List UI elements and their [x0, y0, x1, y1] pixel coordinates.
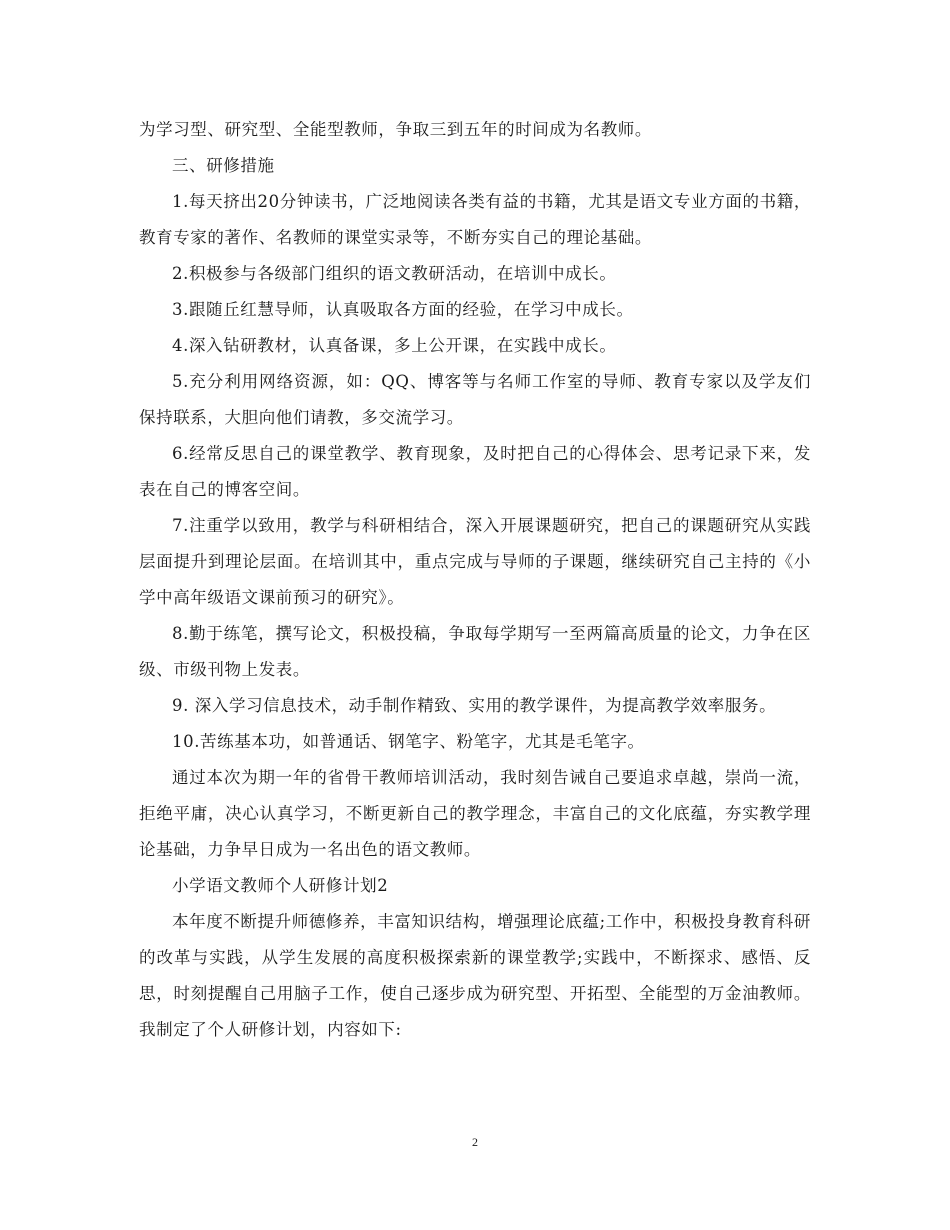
body-paragraph: 3.跟随丘红慧导师，认真吸取各方面的经验，在学习中成长。: [172, 300, 634, 319]
body-paragraph: 8.勤于练笔，撰写论文，积极投稿，争取每学期写一至两篇高质量的论文，力争在区级、市级刊物上发表。: [139, 624, 811, 679]
page-body: [139, 112, 811, 1048]
body-paragraph: 4.深入钻研教材，认真备课，多上公开课，在实践中成长。: [172, 336, 617, 355]
body-paragraph: 10.苦练基本功，如普通话、钢笔字、粉笔字，尤其是毛笔字。: [172, 732, 645, 751]
body-paragraph: 本年度不断提升师德修养，丰富知识结构，增强理论底蕴;工作中，积极投身教育科研的改革与实践，从学生发展的高度积极探索新的课堂教学;实践中，不断探求、感悟、反思，时刻提醒自己用脑子工作，使自己逐步成为研究型、开拓型、全能型的万金油教师。我制定了个人研修计划，内容如下:: [139, 912, 811, 1039]
body-paragraph: 9. 深入学习信息技术，动手制作精致、实用的教学课件，为提高教学效率服务。: [172, 696, 777, 715]
section-heading: 三、研修措施: [172, 156, 275, 175]
body-paragraph: 7.注重学以致用，教学与科研相结合，深入开展课题研究，把自己的课题研究从实践层面提升到理论层面。在培训其中，重点完成与导师的子课题，继续研究自己主持的《小学中高年级语文课前预习的研究》。: [139, 516, 811, 607]
section-title: 小学语文教师个人研修计划2: [172, 876, 389, 895]
body-paragraph: 5.充分利用网络资源，如：QQ、博客等与名师工作室的导师、教育专家以及学友们保持联系，大胆向他们请教，多交流学习。: [139, 372, 811, 427]
body-paragraph: 通过本次为期一年的省骨干教师培训活动，我时刻告诫自己要追求卓越，崇尚一流，拒绝平庸，决心认真学习，不断更新自己的教学理念，丰富自己的文化底蕴，夯实教学理论基础，力争早日成为一名出色的语文教师。: [139, 768, 811, 859]
body-paragraph: 1.每天挤出20分钟读书，广泛地阅读各类有益的书籍，尤其是语文专业方面的书籍，教育专家的著作、名教师的课堂实录等，不断夯实自己的理论基础。: [139, 192, 811, 247]
body-paragraph: 6.经常反思自己的课堂教学、教育现象，及时把自己的心得体会、思考记录下来，发表在自己的博客空间。: [139, 444, 811, 499]
page-number: 2: [472, 1135, 478, 1149]
body-paragraph: 为学习型、研究型、全能型教师，争取三到五年的时间成为名教师。: [139, 120, 652, 139]
body-paragraph: 2.积极参与各级部门组织的语文教研活动，在培训中成长。: [172, 264, 617, 283]
